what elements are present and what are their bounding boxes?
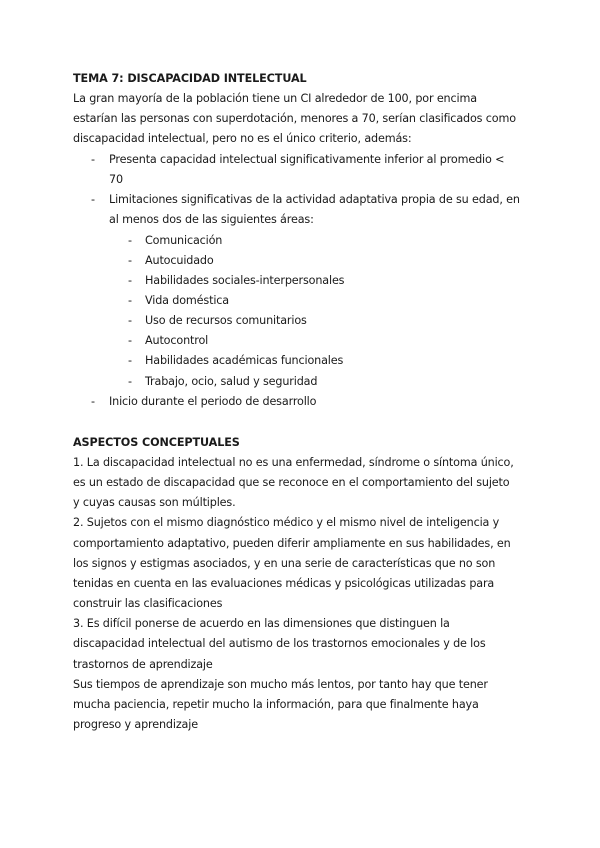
- sub-bullet: -: [128, 354, 133, 367]
- intro-line: discapacidad intelectual, pero no es el único criterio, además:: [73, 132, 412, 145]
- list-bullet: -: [91, 395, 96, 408]
- area-item: Uso de recursos comunitarios: [145, 314, 307, 327]
- paragraph-line: discapacidad intelectual del autismo de los trastornos emocionales y de los: [73, 637, 486, 650]
- sub-bullet: -: [128, 314, 133, 327]
- sub-bullet: -: [128, 375, 133, 388]
- paragraph-line: mucha paciencia, repetir mucho la información, para que finalmente haya: [73, 698, 479, 711]
- area-item: Comunicación: [145, 234, 223, 247]
- criterion-line: Inicio durante el periodo de desarrollo: [109, 395, 317, 408]
- area-item: Trabajo, ocio, salud y seguridad: [145, 375, 318, 388]
- criterion-line: Limitaciones significativas de la actividad adaptativa propia de su edad, en: [109, 193, 520, 206]
- criterion-line: Presenta capacidad intelectual significativamente inferior al promedio <: [109, 153, 505, 166]
- paragraph-line: 3. Es difícil ponerse de acuerdo en las dimensiones que distinguen la: [73, 617, 450, 630]
- list-bullet: -: [91, 153, 96, 166]
- section-title-tema-7: TEMA 7: DISCAPACIDAD INTELECTUAL: [73, 72, 307, 85]
- paragraph-line: 1. La discapacidad intelectual no es una enfermedad, síndrome o síntoma único,: [73, 456, 514, 469]
- paragraph-line: es un estado de discapacidad que se reconoce en el comportamiento del sujeto: [73, 476, 510, 489]
- area-item: Autocuidado: [145, 254, 214, 267]
- paragraph-line: 2. Sujetos con el mismo diagnóstico médico y el mismo nivel de inteligencia y: [73, 516, 500, 529]
- intro-line: estarían las personas con superdotación, menores a 70, serían clasificados como: [73, 112, 516, 125]
- paragraph-line: y cuyas causas son múltiples.: [73, 496, 236, 509]
- sub-bullet: -: [128, 274, 133, 287]
- sub-bullet: -: [128, 334, 133, 347]
- paragraph-line: trastornos de aprendizaje: [73, 658, 213, 671]
- criterion-line: 70: [109, 173, 123, 186]
- sub-bullet: -: [128, 234, 133, 247]
- area-item: Habilidades sociales-interpersonales: [145, 274, 345, 287]
- area-item: Autocontrol: [145, 334, 209, 347]
- area-item: Vida doméstica: [145, 294, 229, 307]
- paragraph-line: los signos y estigmas asociados, y en una serie de características que no son: [73, 557, 496, 570]
- paragraph-line: construir las clasificaciones: [73, 597, 223, 610]
- sub-bullet: -: [128, 294, 133, 307]
- section-title-aspectos: ASPECTOS CONCEPTUALES: [73, 436, 240, 449]
- list-bullet: -: [91, 193, 96, 206]
- criterion-line: al menos dos de las siguientes áreas:: [109, 213, 314, 226]
- paragraph-line: progreso y aprendizaje: [73, 718, 198, 731]
- paragraph-line: comportamiento adaptativo, pueden diferir ampliamente en sus habilidades, en: [73, 537, 511, 550]
- paragraph-line: tenidas en cuenta en las evaluaciones médicas y psicológicas utilizadas para: [73, 577, 495, 590]
- area-item: Habilidades académicas funcionales: [145, 354, 344, 367]
- paragraph-line: Sus tiempos de aprendizaje son mucho más lentos, por tanto hay que tener: [73, 678, 488, 691]
- intro-line: La gran mayoría de la población tiene un CI alrededor de 100, por encima: [73, 92, 477, 105]
- sub-bullet: -: [128, 254, 133, 267]
